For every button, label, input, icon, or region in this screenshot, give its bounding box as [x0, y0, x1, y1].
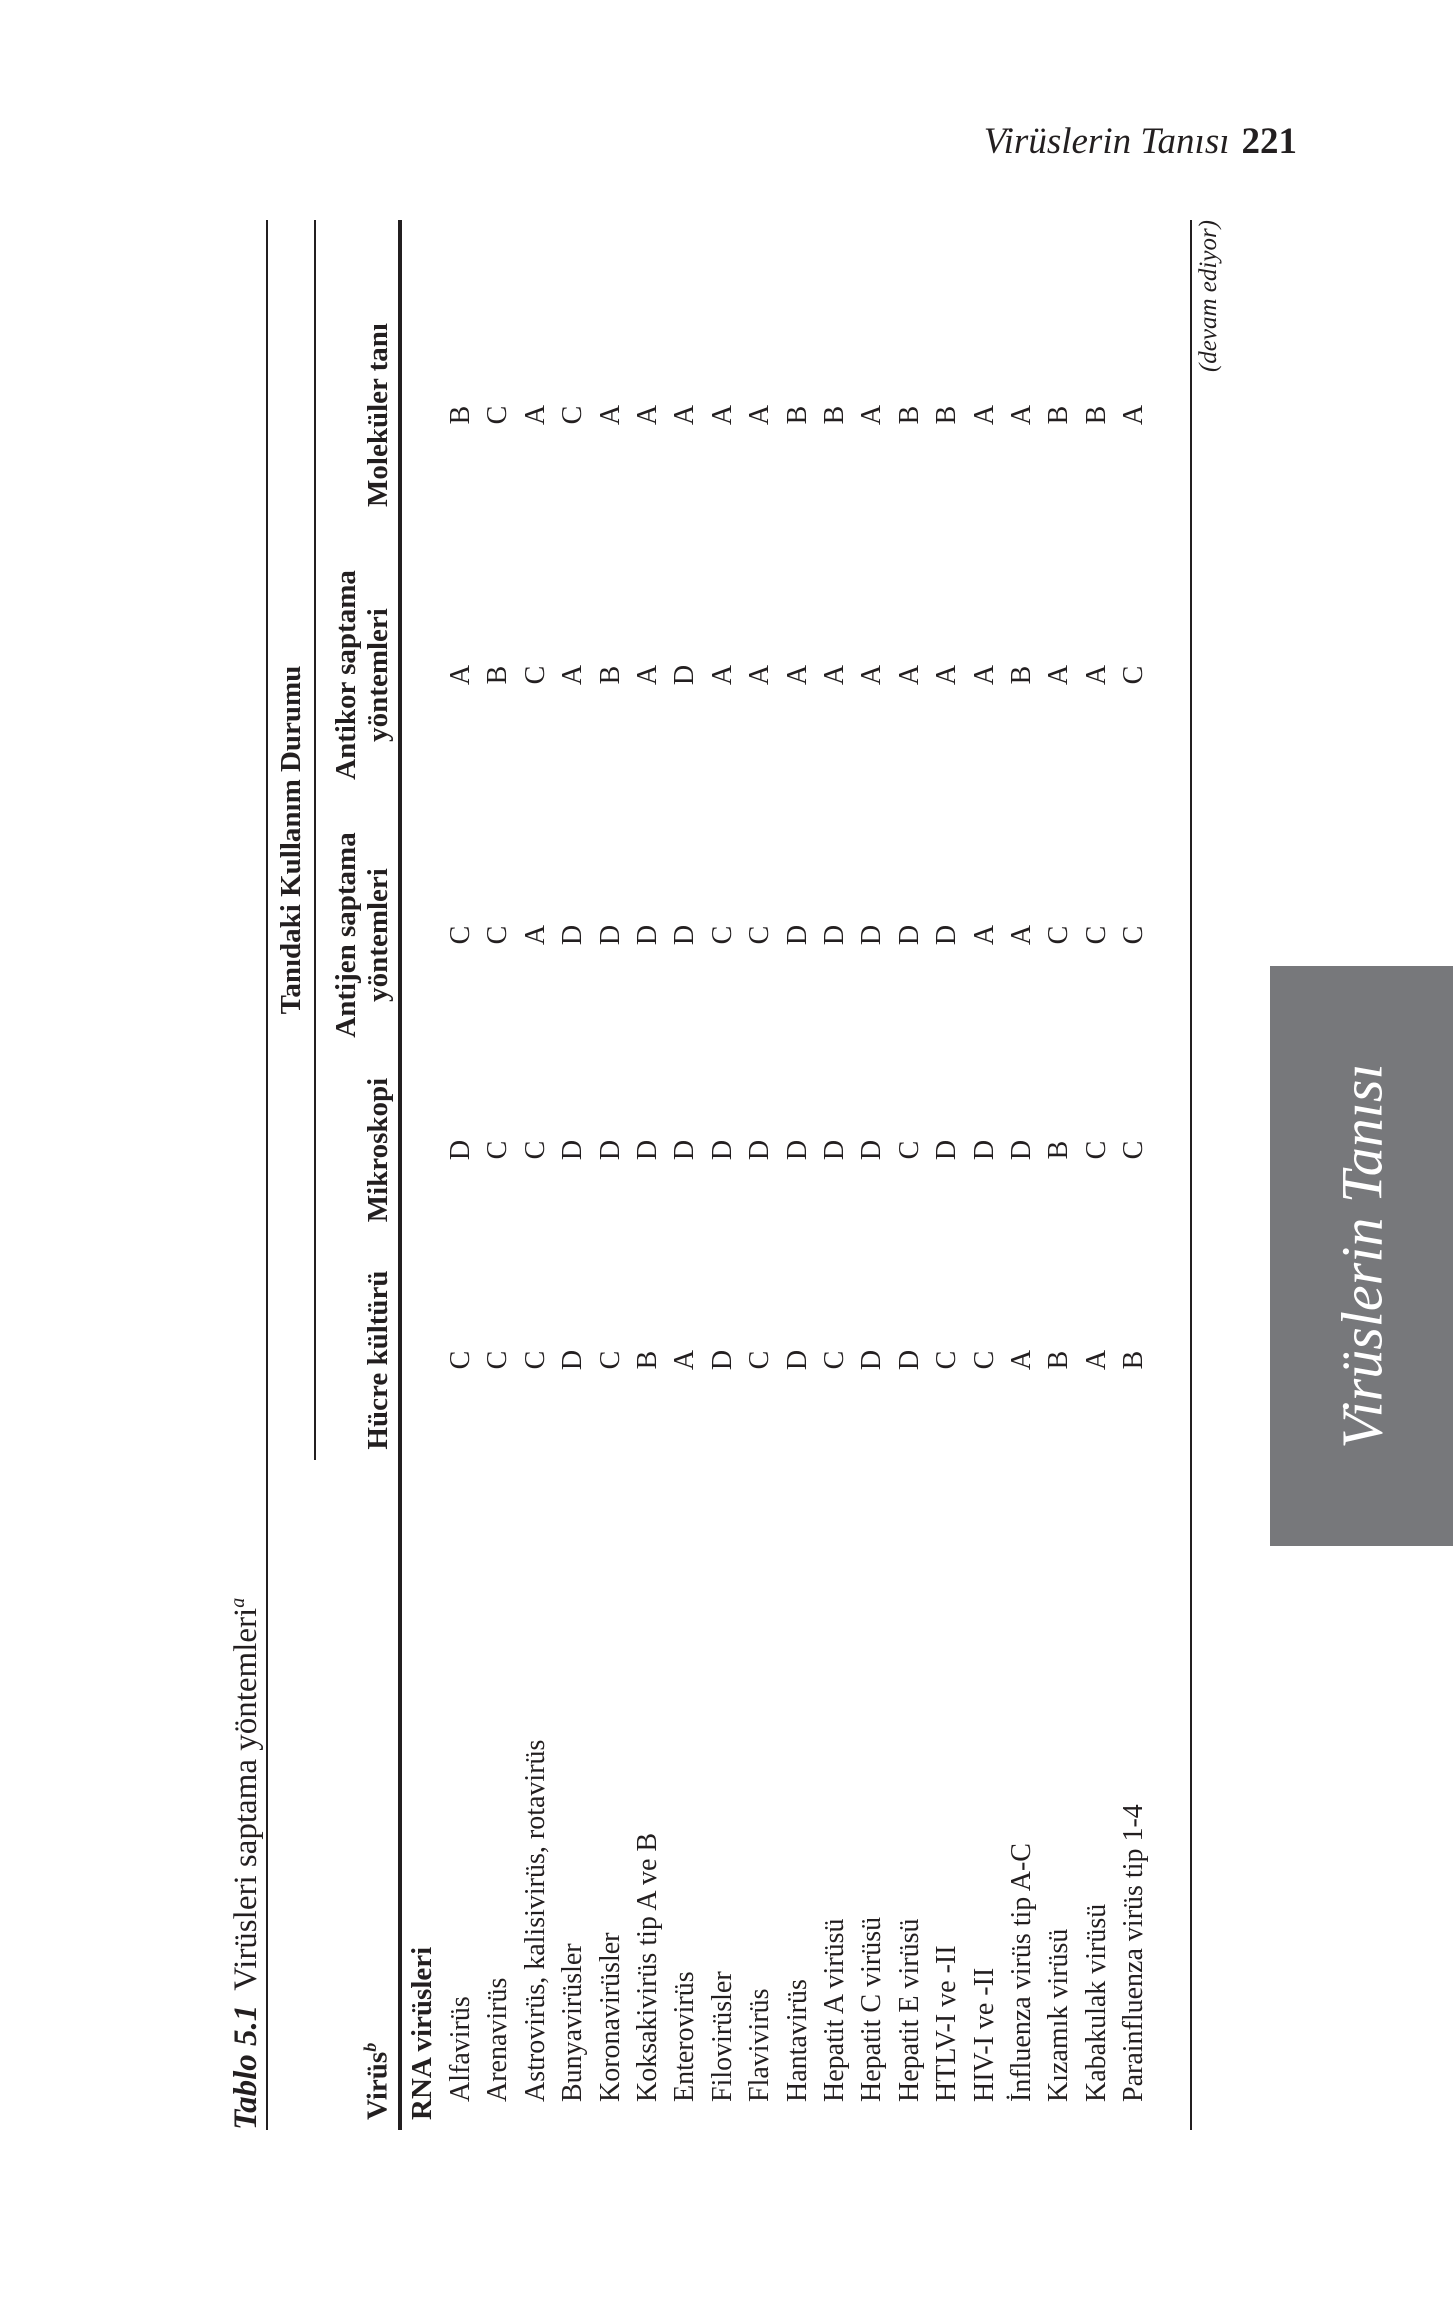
cell-culture-cell: C: [819, 1350, 850, 1370]
antibody-detection-cell: A: [1043, 664, 1075, 686]
column-header-antigen-detection: Antijen saptama yöntemleri: [330, 832, 394, 1038]
antigen-detection-cell: C: [445, 925, 476, 945]
virus-name-cell: HIV-I ve -II: [968, 1967, 1000, 2102]
virus-name-cell: Parainfluenza virüs tip 1-4: [1118, 1804, 1150, 2102]
cell-culture-cell: D: [706, 1349, 738, 1371]
cell-culture-cell: C: [594, 1350, 626, 1370]
molecular-diagnosis-cell: B: [445, 405, 476, 425]
virus-name-cell: Koronavirüsler: [594, 1932, 626, 2102]
virus-name-cell: Hepatit E virüsü: [893, 1918, 925, 2102]
molecular-diagnosis-cell: B: [819, 405, 850, 425]
antigen-detection-cell: C: [1043, 925, 1075, 945]
antibody-detection-cell: B: [1006, 665, 1037, 685]
table-row: [442, 220, 479, 2130]
molecular-diagnosis-cell: C: [482, 405, 514, 425]
antibody-detection-cell: A: [557, 664, 589, 686]
table-row: [741, 220, 778, 2130]
antibody-detection-cell: A: [968, 664, 1000, 686]
antigen-detection-cell: D: [893, 924, 925, 946]
column-header-virus-label: Virüs: [362, 2051, 394, 2120]
microscopy-cell: D: [445, 1139, 476, 1161]
microscopy-cell: D: [557, 1139, 589, 1161]
table-row: [592, 220, 629, 2130]
antibody-detection-cell: A: [893, 664, 925, 686]
antibody-detection-cell: A: [706, 664, 738, 686]
cell-culture-cell: D: [856, 1349, 888, 1371]
molecular-diagnosis-cell: A: [1006, 404, 1037, 426]
molecular-diagnosis-cell: A: [744, 404, 776, 426]
table-row: [853, 220, 890, 2130]
antibody-detection-cell: C: [1118, 665, 1150, 685]
microscopy-cell: D: [968, 1139, 1000, 1161]
rotated-table: [210, 220, 1225, 2130]
table-caption-label: Tablo 5.1: [228, 2004, 264, 2130]
antibody-detection-cell: A: [819, 664, 850, 686]
antigen-detection-cell: D: [594, 924, 626, 946]
microscopy-cell: D: [931, 1139, 963, 1161]
antibody-detection-cell: B: [482, 665, 514, 685]
antigen-detection-cell: A: [519, 924, 551, 946]
running-head: [984, 120, 1297, 163]
virus-name-cell: Hepatit A virüsü: [819, 1918, 850, 2102]
microscopy-cell: D: [1006, 1139, 1037, 1161]
table-bottom-rule: [1190, 220, 1192, 2130]
table-row: [629, 220, 666, 2130]
virus-name-cell: Arenavirüs: [482, 1977, 514, 2102]
cell-culture-cell: C: [482, 1350, 514, 1370]
antigen-detection-cell: D: [819, 924, 850, 946]
microscopy-cell: C: [893, 1140, 925, 1160]
virus-name-cell: HTLV-I ve -II: [931, 1945, 963, 2102]
table-row: [1003, 220, 1040, 2130]
table-header-rule: [398, 220, 402, 2130]
table-row: [928, 220, 965, 2130]
molecular-diagnosis-cell: B: [893, 405, 925, 425]
virus-name-cell: Astrovirüs, kalisivirüs, rotavirüs: [519, 1739, 551, 2102]
microscopy-cell: C: [1118, 1140, 1150, 1160]
molecular-diagnosis-cell: B: [1043, 405, 1075, 425]
molecular-diagnosis-cell: B: [1080, 405, 1112, 425]
column-header-cell-culture: Hücre kültürü: [362, 1270, 394, 1450]
antibody-detection-cell: A: [1080, 664, 1112, 686]
virus-name-cell: Enterovirüs: [669, 1971, 701, 2102]
table-row: [966, 220, 1003, 2130]
molecular-diagnosis-cell: A: [669, 404, 701, 426]
table-caption: [210, 1598, 266, 2130]
microscopy-cell: D: [706, 1139, 738, 1161]
virus-name-cell: Hantavirüs: [781, 1979, 813, 2102]
antigen-detection-cell: D: [632, 924, 663, 946]
virus-name-cell: Kızamık virüsü: [1043, 1928, 1075, 2102]
antigen-detection-cell: D: [856, 924, 888, 946]
antibody-detection-cell: A: [781, 664, 813, 686]
page-number: 221: [1241, 121, 1297, 162]
cell-culture-cell: C: [931, 1350, 963, 1370]
virus-name-cell: Flavivirüs: [744, 1988, 776, 2102]
table-row: [891, 220, 928, 2130]
table-row: [1040, 220, 1077, 2130]
table-row: [666, 220, 703, 2130]
table-row: [1078, 220, 1115, 2130]
molecular-diagnosis-cell: C: [557, 405, 589, 425]
table-row: [779, 220, 816, 2130]
molecular-diagnosis-cell: B: [931, 405, 963, 425]
section-title-rna-viruses: RNA virüsleri: [406, 1946, 438, 2120]
antigen-detection-cell: C: [1118, 925, 1150, 945]
antigen-detection-cell: C: [744, 925, 776, 945]
antigen-detection-cell: C: [482, 925, 514, 945]
antibody-detection-cell: A: [445, 664, 476, 686]
column-header-virus-footnote-mark: b: [360, 2042, 381, 2052]
column-header-microscopy: Mikroskopi: [362, 1077, 394, 1223]
virus-name-cell: Hepatit C virüsü: [856, 1916, 888, 2102]
running-head-title: Virüslerin Tanısı: [983, 121, 1230, 162]
molecular-diagnosis-cell: A: [632, 404, 663, 426]
molecular-diagnosis-cell: A: [856, 404, 888, 426]
antibody-detection-cell: A: [931, 664, 963, 686]
microscopy-cell: D: [856, 1139, 888, 1161]
cell-culture-cell: C: [968, 1350, 1000, 1370]
microscopy-cell: D: [632, 1139, 663, 1161]
antibody-detection-cell: A: [632, 664, 663, 686]
microscopy-cell: D: [744, 1139, 776, 1161]
virus-name-cell: Kabakulak virüsü: [1080, 1903, 1112, 2102]
cell-culture-cell: B: [632, 1350, 663, 1370]
cell-culture-cell: C: [445, 1350, 476, 1370]
microscopy-cell: D: [781, 1139, 813, 1161]
antibody-detection-cell: C: [519, 665, 551, 685]
table-row: [816, 220, 853, 2130]
cell-culture-cell: D: [557, 1349, 589, 1371]
cell-culture-cell: A: [1080, 1349, 1112, 1371]
cell-culture-cell: A: [1006, 1349, 1037, 1371]
antibody-detection-cell: A: [744, 664, 776, 686]
antigen-detection-cell: D: [781, 924, 813, 946]
microscopy-cell: C: [1080, 1140, 1112, 1160]
microscopy-cell: D: [819, 1139, 850, 1161]
antigen-detection-cell: A: [968, 924, 1000, 946]
antigen-detection-cell: C: [706, 925, 738, 945]
table-caption-footnote-mark: a: [227, 1597, 249, 1608]
cell-culture-cell: C: [519, 1350, 551, 1370]
antigen-detection-cell: D: [931, 924, 963, 946]
virus-name-cell: Alfavirüs: [445, 1996, 476, 2102]
microscopy-cell: D: [594, 1139, 626, 1161]
column-header-molecular-diagnosis: Moleküler tanı: [362, 323, 394, 507]
antigen-detection-cell: C: [1080, 925, 1112, 945]
microscopy-cell: D: [669, 1139, 701, 1161]
chapter-thumb-tab-label: Virüslerin Tanısı: [1329, 1063, 1394, 1449]
table-row: [554, 220, 591, 2130]
molecular-diagnosis-cell: A: [594, 404, 626, 426]
antibody-detection-cell: D: [669, 664, 701, 686]
virus-name-cell: Filovirüsler: [706, 1971, 738, 2102]
table-row: [1115, 220, 1152, 2130]
virus-name-cell: Koksakivirüs tip A ve B: [632, 1832, 663, 2102]
microscopy-cell: C: [519, 1140, 551, 1160]
microscopy-cell: B: [1043, 1140, 1075, 1160]
table-row: [479, 220, 516, 2130]
column-header-virus: [316, 1520, 398, 2120]
cell-culture-cell: C: [744, 1350, 776, 1370]
antibody-detection-cell: A: [856, 664, 888, 686]
cell-culture-cell: B: [1118, 1350, 1150, 1370]
molecular-diagnosis-cell: A: [706, 404, 738, 426]
table-row: [517, 220, 554, 2130]
continued-note: (devam ediyor): [1195, 220, 1222, 373]
microscopy-cell: C: [482, 1140, 514, 1160]
antigen-detection-cell: D: [669, 924, 701, 946]
column-header-antibody-detection: Antikor saptama yöntemleri: [330, 570, 394, 780]
antibody-detection-cell: B: [594, 665, 626, 685]
chapter-thumb-tab: [1270, 966, 1453, 1546]
virus-name-cell: Bunyavirüsler: [557, 1943, 589, 2102]
molecular-diagnosis-cell: A: [519, 404, 551, 426]
table-row: [704, 220, 741, 2130]
molecular-diagnosis-cell: A: [1118, 404, 1150, 426]
cell-culture-cell: D: [781, 1349, 813, 1371]
virus-name-cell: İnfluenza virüs tip A-C: [1006, 1843, 1037, 2102]
column-spanner-heading: Tanıdaki Kullanım Durumu: [275, 665, 307, 1015]
antigen-detection-cell: A: [1006, 924, 1037, 946]
cell-culture-cell: D: [893, 1349, 925, 1371]
table-caption-text: Virüsleri saptama yöntemleri: [228, 1607, 264, 1991]
cell-culture-cell: B: [1043, 1350, 1075, 1370]
cell-culture-cell: A: [669, 1349, 701, 1371]
antigen-detection-cell: D: [557, 924, 589, 946]
molecular-diagnosis-cell: A: [968, 404, 1000, 426]
molecular-diagnosis-cell: B: [781, 405, 813, 425]
